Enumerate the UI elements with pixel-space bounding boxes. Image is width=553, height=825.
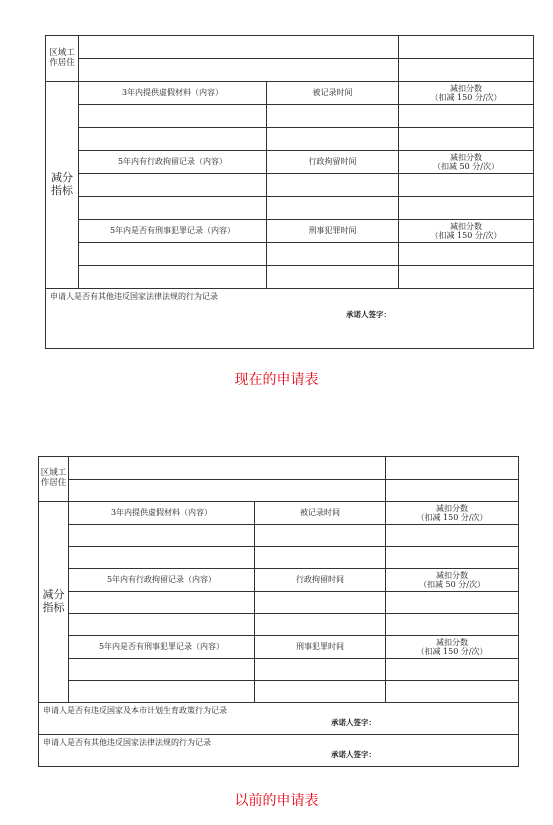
section-label: 减分指标 bbox=[46, 82, 79, 289]
form-cell bbox=[399, 36, 534, 59]
group3-item: 5年内是否有刑事犯罪记录（内容） bbox=[69, 636, 255, 659]
signature-label: 承诺人签字： bbox=[331, 718, 376, 728]
form-cell bbox=[399, 59, 534, 82]
blank-cell bbox=[399, 105, 534, 128]
blank-cell bbox=[267, 174, 399, 197]
group1-item: 3年内提供虚假材料（内容） bbox=[79, 82, 267, 105]
group2-time: 行政拘留时间 bbox=[267, 151, 399, 174]
group3-item: 5年内是否有刑事犯罪记录（内容） bbox=[79, 220, 267, 243]
blank-cell bbox=[267, 128, 399, 151]
blank-cell bbox=[79, 243, 267, 266]
blank-cell bbox=[399, 174, 534, 197]
blank-cell bbox=[386, 681, 519, 703]
blank-cell bbox=[267, 197, 399, 220]
blank-cell bbox=[267, 105, 399, 128]
note-text: 申请人是否有其他违反国家法律法规的行为记录 bbox=[43, 738, 211, 747]
previous-form-caption: 以前的申请表 bbox=[234, 793, 319, 809]
form-cell bbox=[69, 457, 386, 480]
blank-cell bbox=[386, 547, 519, 569]
blank-cell bbox=[399, 266, 534, 289]
form-cell bbox=[69, 480, 386, 502]
group2-time: 行政拘留时间 bbox=[255, 569, 386, 592]
blank-cell bbox=[267, 243, 399, 266]
blank-cell bbox=[255, 614, 386, 636]
group2-deduct: 减扣分数 （扣减 50 分/次） bbox=[399, 151, 534, 174]
group1-time: 被记录时间 bbox=[255, 502, 386, 525]
header-label: 区域工作居住 bbox=[39, 457, 69, 502]
current-form-caption: 现在的申请表 bbox=[234, 372, 319, 388]
note-text: 申请人是否有违反国家及本市计划生育政策行为记录 bbox=[43, 706, 227, 715]
form-cell bbox=[386, 480, 519, 502]
group1-deduct: 减扣分数 （扣减 150 分/次） bbox=[386, 502, 519, 525]
other-violations-note bbox=[39, 735, 519, 767]
blank-cell bbox=[255, 659, 386, 681]
signature-label: 承诺人签字： bbox=[346, 310, 391, 320]
note-text: 申请人是否有其他违反国家法律法规的行为记录 bbox=[50, 292, 218, 301]
blank-cell bbox=[399, 243, 534, 266]
group1-item: 3年内提供虚假材料（内容） bbox=[69, 502, 255, 525]
group3-deduct: 减扣分数 （扣减 150 分/次） bbox=[386, 636, 519, 659]
blank-cell bbox=[255, 681, 386, 703]
blank-cell bbox=[79, 266, 267, 289]
blank-cell bbox=[69, 547, 255, 569]
header-label: 区域工作居住 bbox=[46, 36, 79, 82]
group2-deduct: 减扣分数 （扣减 50 分/次） bbox=[386, 569, 519, 592]
blank-cell bbox=[386, 659, 519, 681]
section-label: 减分指标 bbox=[39, 502, 69, 703]
group1-deduct: 减扣分数 （扣减 150 分/次） bbox=[399, 82, 534, 105]
group3-deduct: 减扣分数 （扣减 150 分/次） bbox=[399, 220, 534, 243]
blank-cell bbox=[79, 105, 267, 128]
group1-time: 被记录时间 bbox=[267, 82, 399, 105]
blank-cell bbox=[69, 659, 255, 681]
blank-cell bbox=[386, 525, 519, 547]
blank-cell bbox=[79, 197, 267, 220]
group2-item: 5年内有行政拘留记录（内容） bbox=[69, 569, 255, 592]
blank-cell bbox=[69, 592, 255, 614]
blank-cell bbox=[79, 128, 267, 151]
blank-cell bbox=[399, 128, 534, 151]
blank-cell bbox=[267, 266, 399, 289]
blank-cell bbox=[386, 592, 519, 614]
blank-cell bbox=[386, 614, 519, 636]
blank-cell bbox=[399, 197, 534, 220]
signature-label: 承诺人签字： bbox=[331, 750, 376, 760]
blank-cell bbox=[69, 525, 255, 547]
blank-cell bbox=[255, 592, 386, 614]
group2-item: 5年内有行政拘留记录（内容） bbox=[79, 151, 267, 174]
current-application-form bbox=[45, 35, 534, 349]
blank-cell bbox=[69, 681, 255, 703]
group3-time: 刑事犯罪时间 bbox=[255, 636, 386, 659]
form-cell bbox=[79, 36, 399, 59]
form-cell bbox=[386, 457, 519, 480]
group3-time: 刑事犯罪时间 bbox=[267, 220, 399, 243]
other-violations-note bbox=[46, 289, 534, 349]
blank-cell bbox=[255, 525, 386, 547]
previous-application-form bbox=[38, 456, 519, 767]
blank-cell bbox=[79, 174, 267, 197]
form-cell bbox=[79, 59, 399, 82]
blank-cell bbox=[69, 614, 255, 636]
blank-cell bbox=[255, 547, 386, 569]
family-planning-note bbox=[39, 703, 519, 735]
